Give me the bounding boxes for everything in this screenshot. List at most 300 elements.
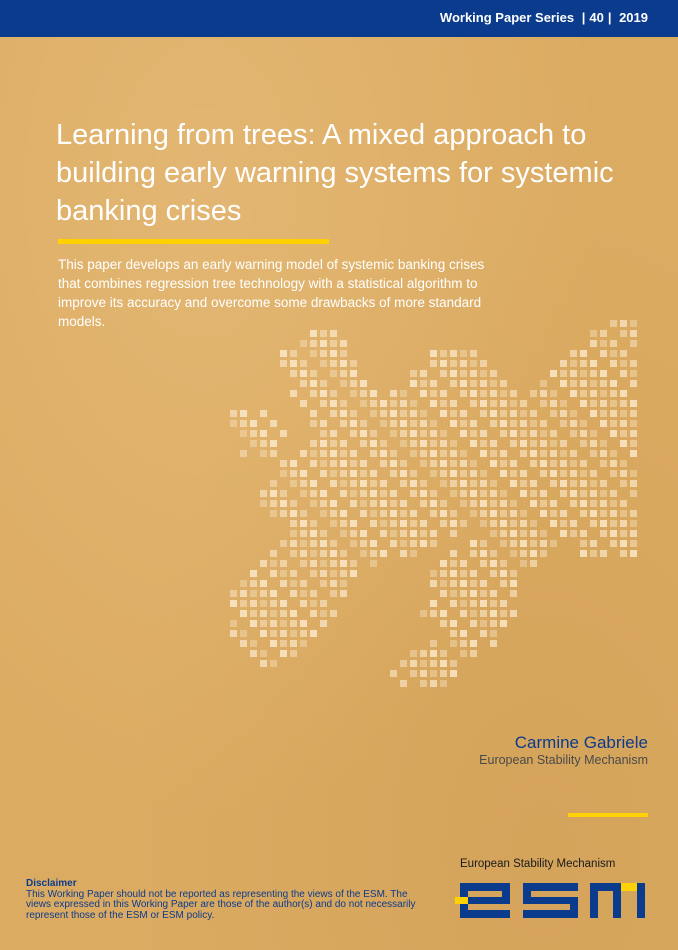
map-dot <box>630 510 637 517</box>
map-dot <box>560 520 567 527</box>
map-dot <box>550 480 557 487</box>
map-dot <box>610 530 617 537</box>
map-dot <box>400 500 407 507</box>
map-dot <box>280 540 287 547</box>
map-dot <box>590 540 597 547</box>
map-dot <box>540 430 547 437</box>
map-dot <box>510 610 517 617</box>
map-dot <box>580 440 587 447</box>
map-dot <box>360 440 367 447</box>
map-dot <box>330 450 337 457</box>
map-dot <box>400 680 407 687</box>
map-dot <box>440 650 447 657</box>
map-dot <box>270 490 277 497</box>
map-dot <box>290 610 297 617</box>
abstract: This paper develops an early warning model of systemic banking crises that combines regression tree technology with a statistical algorithm to improve its accuracy and overcome some drawbacks of more standard models. <box>58 257 485 329</box>
map-dot <box>490 530 497 537</box>
map-dot <box>600 380 607 387</box>
map-dot <box>500 620 507 627</box>
map-dot <box>320 380 327 387</box>
map-dot <box>600 530 607 537</box>
map-dot <box>380 410 387 417</box>
map-dot <box>450 530 457 537</box>
map-dot <box>450 670 457 677</box>
map-dot <box>260 660 267 667</box>
map-dot <box>500 490 507 497</box>
map-dot <box>390 530 397 537</box>
map-dot <box>440 620 447 627</box>
map-dot <box>580 550 587 557</box>
map-dot <box>340 350 347 357</box>
map-dot <box>600 350 607 357</box>
map-dot <box>450 380 457 387</box>
map-dot <box>530 410 537 417</box>
map-dot <box>280 650 287 657</box>
map-dot <box>600 370 607 377</box>
map-dot <box>440 590 447 597</box>
map-dot <box>400 660 407 667</box>
map-dot <box>490 510 497 517</box>
map-dot <box>380 520 387 527</box>
map-dot <box>300 540 307 547</box>
map-dot <box>420 420 427 427</box>
map-dot <box>580 530 587 537</box>
map-dot <box>560 510 567 517</box>
map-dot <box>330 540 337 547</box>
map-dot <box>610 510 617 517</box>
map-dot <box>600 510 607 517</box>
map-dot <box>300 620 307 627</box>
map-dot <box>590 390 597 397</box>
map-dot <box>530 540 537 547</box>
map-dot <box>390 460 397 467</box>
map-dot <box>480 480 487 487</box>
map-dot <box>260 580 267 587</box>
map-dot <box>510 420 517 427</box>
map-dot <box>390 390 397 397</box>
map-dot <box>400 480 407 487</box>
map-dot <box>290 580 297 587</box>
map-dot <box>590 520 597 527</box>
map-dot <box>410 670 417 677</box>
map-dot <box>240 410 247 417</box>
map-dot <box>300 510 307 517</box>
map-dot <box>380 400 387 407</box>
map-dot <box>280 620 287 627</box>
map-dot <box>310 560 317 567</box>
map-dot <box>480 490 487 497</box>
map-dot <box>370 480 377 487</box>
map-dot <box>390 400 397 407</box>
map-dot <box>620 440 627 447</box>
map-dot <box>490 450 497 457</box>
map-dot <box>600 460 607 467</box>
map-dot <box>580 350 587 357</box>
map-dot <box>550 450 557 457</box>
map-dot <box>270 510 277 517</box>
map-dot <box>480 400 487 407</box>
map-dot <box>360 510 367 517</box>
map-dot <box>450 640 457 647</box>
map-dot <box>370 440 377 447</box>
map-dot <box>600 420 607 427</box>
map-dot <box>550 400 557 407</box>
map-dot <box>440 610 447 617</box>
map-dot <box>300 520 307 527</box>
map-dot <box>440 460 447 467</box>
map-dot <box>490 600 497 607</box>
map-dot <box>510 400 517 407</box>
map-dot <box>390 520 397 527</box>
map-dot <box>450 600 457 607</box>
map-dot <box>260 450 267 457</box>
map-dot <box>620 430 627 437</box>
map-dot <box>350 500 357 507</box>
map-dot <box>500 500 507 507</box>
map-dot <box>360 380 367 387</box>
map-dot <box>540 510 547 517</box>
map-dot <box>290 390 297 397</box>
map-dot <box>500 420 507 427</box>
map-dot <box>290 480 297 487</box>
series-info <box>440 10 648 25</box>
map-dot <box>600 490 607 497</box>
map-dot <box>400 510 407 517</box>
esm-org-name: European Stability Mechanism <box>460 858 616 870</box>
map-dot <box>570 410 577 417</box>
map-dot <box>450 590 457 597</box>
map-dot <box>490 640 497 647</box>
map-dot <box>530 550 537 557</box>
map-dot <box>260 630 267 637</box>
map-dot <box>410 430 417 437</box>
map-dot <box>390 490 397 497</box>
map-dot <box>620 350 627 357</box>
map-dot <box>610 390 617 397</box>
map-dot <box>480 500 487 507</box>
map-dot <box>520 400 527 407</box>
map-dot <box>310 590 317 597</box>
map-dot <box>440 480 447 487</box>
map-dot <box>510 570 517 577</box>
map-dot <box>270 550 277 557</box>
map-dot <box>560 460 567 467</box>
map-dot <box>540 500 547 507</box>
map-dot <box>470 510 477 517</box>
map-dot <box>270 610 277 617</box>
map-dot <box>480 540 487 547</box>
map-dot <box>410 480 417 487</box>
map-dot <box>230 590 237 597</box>
map-dot <box>410 660 417 667</box>
map-dot <box>260 620 267 627</box>
map-dot <box>300 450 307 457</box>
map-dot <box>260 500 267 507</box>
map-dot <box>500 470 507 477</box>
map-dot <box>580 500 587 507</box>
map-dot <box>550 430 557 437</box>
map-dot <box>610 340 617 347</box>
map-dot <box>570 370 577 377</box>
map-dot <box>300 630 307 637</box>
map-dot <box>410 490 417 497</box>
map-dot <box>330 430 337 437</box>
map-dot <box>480 620 487 627</box>
map-dot <box>550 510 557 517</box>
map-dot <box>570 350 577 357</box>
map-dot <box>540 440 547 447</box>
map-dot <box>350 460 357 467</box>
map-dot <box>500 460 507 467</box>
map-dot <box>310 550 317 557</box>
esm-logo <box>455 878 650 923</box>
map-dot <box>350 450 357 457</box>
map-dot <box>630 540 637 547</box>
map-dot <box>330 480 337 487</box>
map-dot <box>330 610 337 617</box>
map-dot <box>550 520 557 527</box>
map-dot <box>490 550 497 557</box>
map-dot <box>460 500 467 507</box>
map-dot <box>460 390 467 397</box>
map-dot <box>580 360 587 367</box>
map-dot <box>350 540 357 547</box>
map-dot <box>290 350 297 357</box>
map-dot <box>490 520 497 527</box>
map-dot <box>310 530 317 537</box>
map-dot <box>290 650 297 657</box>
map-dot <box>500 570 507 577</box>
map-dot <box>470 610 477 617</box>
map-dot <box>390 450 397 457</box>
map-dot <box>470 360 477 367</box>
map-dot <box>480 610 487 617</box>
map-dot <box>340 530 347 537</box>
map-dot <box>450 570 457 577</box>
map-dot <box>370 540 377 547</box>
map-dot <box>470 550 477 557</box>
map-dot <box>510 440 517 447</box>
map-dot <box>460 610 467 617</box>
map-dot <box>400 400 407 407</box>
map-dot <box>550 370 557 377</box>
map-dot <box>290 370 297 377</box>
map-dot <box>260 610 267 617</box>
top-bar <box>0 0 678 37</box>
map-dot <box>470 370 477 377</box>
map-dot <box>430 390 437 397</box>
map-dot <box>340 420 347 427</box>
map-dot <box>470 430 477 437</box>
map-dot <box>320 360 327 367</box>
map-dot <box>520 440 527 447</box>
map-dot <box>450 450 457 457</box>
map-dot <box>530 490 537 497</box>
map-dot <box>290 620 297 627</box>
map-dot <box>420 380 427 387</box>
map-dot <box>460 470 467 477</box>
map-dot <box>630 450 637 457</box>
map-dot <box>500 560 507 567</box>
map-dot <box>320 540 327 547</box>
map-dot <box>290 460 297 467</box>
map-dot <box>310 460 317 467</box>
map-dot <box>610 520 617 527</box>
map-dot <box>570 360 577 367</box>
map-dot <box>290 530 297 537</box>
map-dot <box>490 370 497 377</box>
map-dot <box>490 440 497 447</box>
map-dot <box>430 420 437 427</box>
map-dot <box>530 520 537 527</box>
map-dot <box>550 500 557 507</box>
map-dot <box>250 580 257 587</box>
map-dot <box>490 570 497 577</box>
map-dot <box>500 530 507 537</box>
map-dot <box>620 470 627 477</box>
map-dot <box>560 370 567 377</box>
map-dot <box>460 640 467 647</box>
map-dot <box>550 540 557 547</box>
map-dot <box>500 450 507 457</box>
map-dot <box>470 590 477 597</box>
map-dot <box>410 550 417 557</box>
map-dot <box>480 600 487 607</box>
map-dot <box>520 430 527 437</box>
map-dot <box>540 400 547 407</box>
map-dot <box>560 530 567 537</box>
map-dot <box>320 330 327 337</box>
map-dot <box>260 440 267 447</box>
map-dot <box>610 540 617 547</box>
map-dot <box>490 480 497 487</box>
map-dot <box>270 660 277 667</box>
map-dot <box>280 430 287 437</box>
map-dot <box>620 550 627 557</box>
map-dot <box>500 410 507 417</box>
map-dot <box>310 340 317 347</box>
map-dot <box>360 420 367 427</box>
map-dot <box>410 520 417 527</box>
map-dot <box>460 650 467 657</box>
map-dot <box>400 420 407 427</box>
map-dot <box>430 670 437 677</box>
map-dot <box>620 320 627 327</box>
map-dot <box>450 580 457 587</box>
map-dot <box>350 380 357 387</box>
map-dot <box>500 540 507 547</box>
map-dot <box>460 410 467 417</box>
map-dot <box>580 540 587 547</box>
map-dot <box>490 620 497 627</box>
map-dot <box>310 420 317 427</box>
map-dot <box>410 400 417 407</box>
map-dot <box>380 500 387 507</box>
map-dot <box>430 350 437 357</box>
map-dot <box>510 470 517 477</box>
map-dot <box>290 640 297 647</box>
map-dot <box>500 380 507 387</box>
map-dot <box>450 620 457 627</box>
paper-number: 40 <box>589 10 604 25</box>
map-dot <box>600 500 607 507</box>
map-dot <box>630 490 637 497</box>
map-dot <box>500 510 507 517</box>
map-dot <box>460 570 467 577</box>
map-dot <box>290 570 297 577</box>
map-dot <box>620 390 627 397</box>
map-dot <box>250 610 257 617</box>
map-dot <box>630 550 637 557</box>
map-dot <box>430 570 437 577</box>
map-dot <box>610 360 617 367</box>
map-dot <box>310 480 317 487</box>
map-dot <box>360 390 367 397</box>
map-dot <box>440 440 447 447</box>
map-dot <box>570 500 577 507</box>
map-dot <box>450 630 457 637</box>
map-dot <box>490 380 497 387</box>
map-dot <box>590 510 597 517</box>
map-dot <box>500 600 507 607</box>
map-dot <box>630 410 637 417</box>
map-dot <box>410 650 417 657</box>
map-dot <box>610 450 617 457</box>
map-dot <box>350 420 357 427</box>
map-dot <box>440 430 447 437</box>
map-dot <box>430 650 437 657</box>
map-dot <box>230 620 237 627</box>
disclaimer-text: This Working Paper should not be reported as representing the views of the ESM. The views expressed in this Working Paper are those of the author(s) and do not necessarily represent those of the ESM or ESM policy. <box>26 888 416 921</box>
map-dot <box>520 490 527 497</box>
map-dot <box>540 540 547 547</box>
map-dot <box>620 400 627 407</box>
map-dot <box>270 630 277 637</box>
map-dot <box>440 370 447 377</box>
map-dot <box>340 340 347 347</box>
map-dot <box>440 450 447 457</box>
map-dot <box>340 450 347 457</box>
map-dot <box>420 670 427 677</box>
map-dot <box>300 370 307 377</box>
map-dot <box>330 570 337 577</box>
map-dot <box>460 420 467 427</box>
map-dot <box>270 600 277 607</box>
map-dot <box>540 390 547 397</box>
map-dot <box>270 560 277 567</box>
map-dot <box>430 400 437 407</box>
map-dot <box>500 400 507 407</box>
map-dot <box>340 570 347 577</box>
map-dot <box>600 520 607 527</box>
map-dot <box>330 330 337 337</box>
map-dot <box>370 390 377 397</box>
map-dot <box>510 540 517 547</box>
map-dot <box>320 580 327 587</box>
map-dot <box>320 550 327 557</box>
map-dot <box>430 380 437 387</box>
map-dot <box>370 470 377 477</box>
map-dot <box>420 500 427 507</box>
map-dot <box>310 490 317 497</box>
map-dot <box>600 330 607 337</box>
map-dot <box>390 470 397 477</box>
map-dot <box>440 350 447 357</box>
map-dot <box>620 420 627 427</box>
map-dot <box>470 490 477 497</box>
map-dot <box>610 420 617 427</box>
map-dot <box>380 550 387 557</box>
